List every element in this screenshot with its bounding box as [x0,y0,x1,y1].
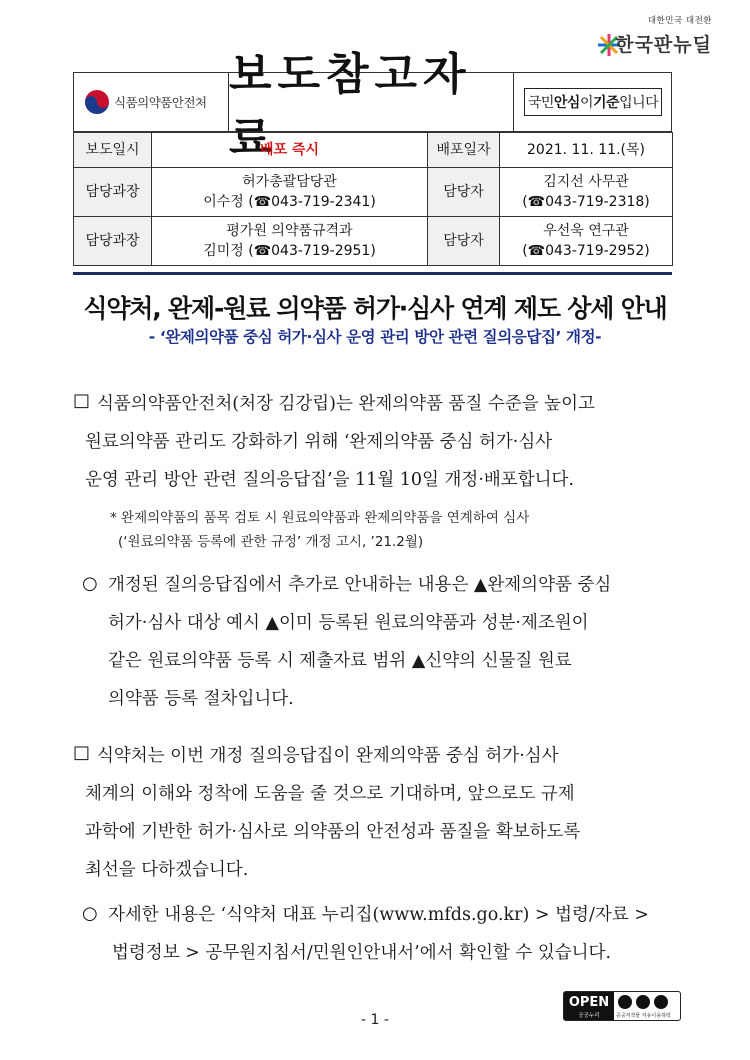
circle-bullet: ○ [82,903,98,924]
headline: 식약처, 완제-원료 의약품 허가·심사 연계 제도 상세 안내 [83,294,667,323]
paragraph-4-cont [112,934,611,972]
slogan-emphasis: 기준 [593,95,620,111]
paragraph-1-cont [85,423,574,499]
dept-head-cell [152,217,428,266]
paragraph-line: 과학에 기반한 허가·심사로 의약품의 안전성과 품질을 확보하도록 [85,822,581,842]
logo-title: 한국판뉴딜 [615,34,712,56]
distribution-date-value: 2021. 11. 11.(목) [500,133,673,168]
paragraph-line: 원료의약품 관리도 강화하기 위해 ‘완제의약품 중심 허가·심사 [85,432,553,452]
paragraph-1 [97,385,595,423]
paragraph-line: 자세한 내용은 ‘식약처 대표 누리집(www.mfds.go.kr) > 법령/자료 > [108,905,649,925]
contact-row [74,168,673,217]
dept-head-label: 담당과장 [74,168,152,217]
paragraph-line: 운영 관리 방안 관련 질의응답집’을 11월 10일 개정·배포합니다. [85,470,574,490]
attribution-icon [618,995,632,1009]
dept-name: 평가원 의약품규격과 [226,223,353,239]
document-type-title: 보도참고자료 [229,73,514,131]
open-label-sub: 공공누리 [578,1013,600,1019]
dept-head-cell [152,168,428,217]
subheadline: - ‘완제의약품 중심 허가·심사 운영 관리 방안 관련 질의응답집’ 개정- [148,328,602,346]
slogan-emphasis: 안심 [553,95,580,111]
contact-person-cell [500,217,673,266]
paragraph-line: 식약처는 이번 개정 질의응답집이 완제의약품 중심 허가·심사 [97,746,559,766]
taegeuk-emblem-icon [84,89,110,115]
license-caption: 공공저작물 자유이용허락 [616,1013,671,1019]
page-number: - 1 - [361,1012,389,1028]
footnote-line: * 완제의약품의 품목 검토 시 원료의약품과 완제의약품을 연계하여 심사 [110,510,530,526]
release-value: 배포 즉시 [152,133,428,168]
slogan-box [524,88,662,116]
footnote [110,506,529,554]
paragraph-line: 의약품 등록 절차입니다. [108,689,294,709]
person-icon [636,995,650,1009]
dept-name: 허가총괄담당관 [242,174,337,190]
contact-row [74,217,673,266]
logo-subtitle: 대한민국 대전환 [647,16,712,26]
paragraph-line: 체계의 이해와 정착에 도움을 줄 것으로 기대하며, 앞으로도 규제 [85,784,575,804]
paragraph-line: 법령정보 > 공무원지침서/민원인안내서’에서 확인할 수 있습니다. [112,943,612,963]
contact-person-phone: (☎043-719-2318) [522,194,650,210]
agency-name: 식품의약품안전처 [114,95,207,110]
circle-bullet: ○ [82,573,98,594]
license-icons [618,995,678,1011]
agency-block [74,73,229,131]
paragraph-line: 허가·심사 대상 예시 ▲이미 등록된 원료의약품과 성분·제조원이 [108,613,589,633]
paragraph-4 [108,896,649,934]
release-label: 보도일시 [74,133,152,168]
contact-person-cell [500,168,673,217]
paragraph-line: 개정된 질의응답집에서 추가로 안내하는 내용은 ▲완제의약품 중심 [108,575,612,595]
distribution-date-label: 배포일자 [428,133,500,168]
contact-person-label: 담당자 [428,168,500,217]
paragraph-3 [97,737,559,775]
paragraph-3-cont [85,775,580,889]
dept-head-name: 김미정 (☎043-719-2951) [203,243,376,259]
open-label-text: OPEN [568,995,610,1010]
contact-person-title: 우선욱 연구관 [543,223,629,239]
korean-new-deal-logo [592,14,712,72]
header-divider [73,272,672,275]
square-bullet: □ [73,742,91,763]
release-row [74,133,673,168]
footnote-line: (‘원료의약품 등록에 관한 규정’ 개정 고시, ’21.2월) [118,534,424,550]
paragraph-line: 최선을 다하겠습니다. [85,860,249,880]
dept-head-label: 담당과장 [74,217,152,266]
square-bullet: □ [73,390,91,411]
paragraph-2 [108,566,611,718]
dept-head-name: 이수정 (☎043-719-2341) [203,194,376,210]
slogan-part: 국민 [527,95,554,111]
paragraph-line: 같은 원료의약품 등록 시 제출자료 범위 ▲신약의 신물질 원료 [108,651,572,671]
slogan-part: 이 [579,95,593,111]
commercial-icon [654,995,668,1009]
contact-info-table [73,132,673,266]
paragraph-line: 식품의약품안전처(처장 김강립)는 완제의약품 품질 수준을 높이고 [97,394,595,414]
contact-person-label: 담당자 [428,217,500,266]
slogan-part: 입니다 [619,95,659,111]
contact-person-title: 김지선 사무관 [543,174,629,190]
contact-person-phone: (☎043-719-2952) [522,243,650,259]
